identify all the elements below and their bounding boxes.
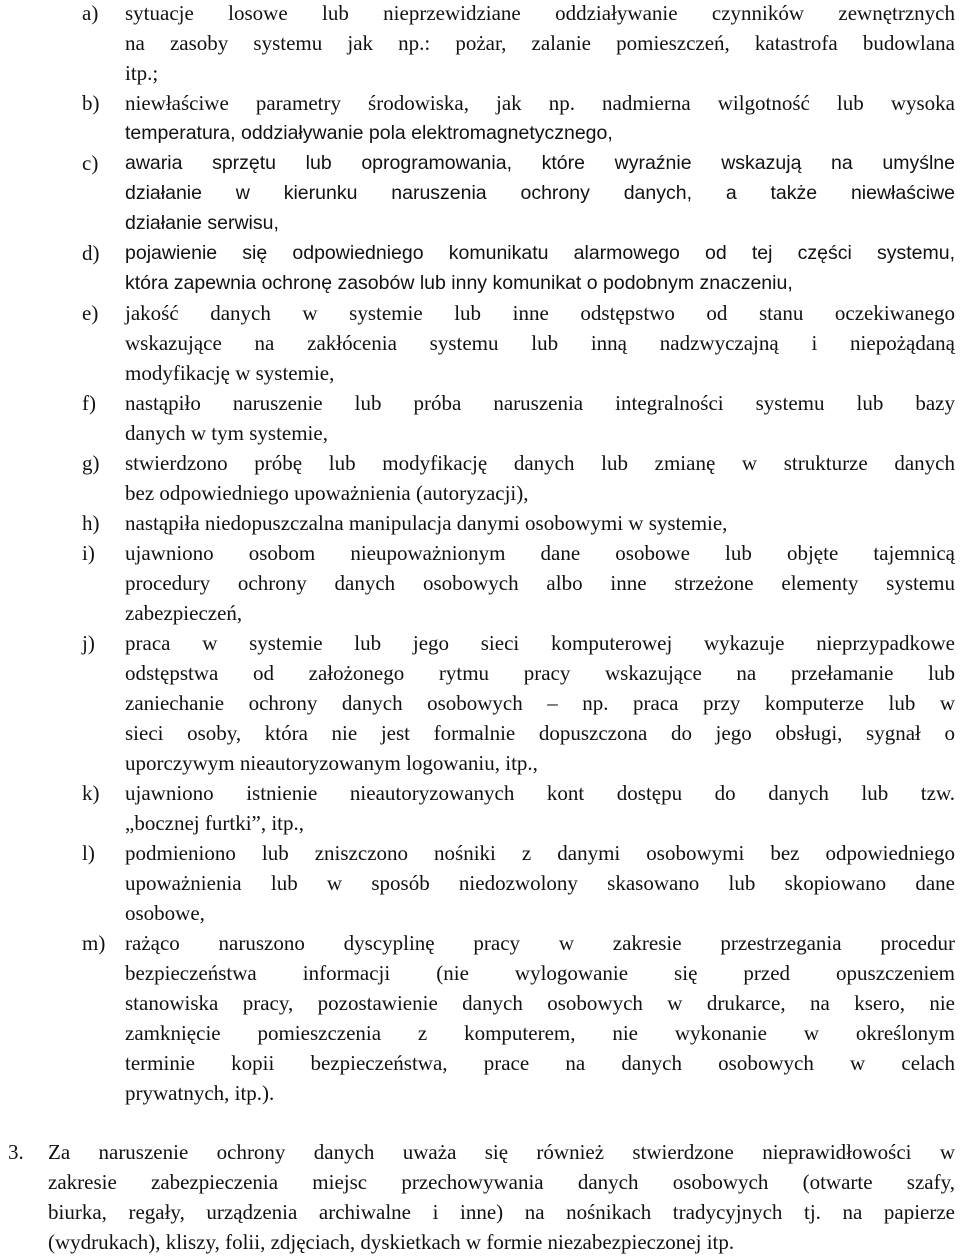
list-item-text (125, 0, 955, 88)
text-line: itp.; (125, 61, 159, 85)
text-line: awaria sprzętu lub oprogramowania, które wyraźnie wskazują na umyślne (125, 152, 955, 174)
list-item-text (125, 508, 955, 538)
list-item-label: i) (82, 541, 95, 565)
list-item-text (125, 88, 955, 148)
text-line: bezpieczeństwa informacji (nie wylogowanie się przed opuszczeniem (125, 961, 955, 985)
text-line: sytuacje losowe lub nieprzewidziane oddziaływanie czynników zewnętrznych (125, 1, 955, 25)
list-item-label: e) (82, 301, 99, 325)
text-line: na zasoby systemu jak np.: pożar, zalanie pomieszczeń, katastrofa budowlana (125, 31, 955, 55)
text-line: zabezpieczeń, (125, 601, 243, 625)
text-line: modyfikację w systemie, (125, 361, 335, 385)
list-item-text (125, 448, 955, 508)
text-line: uporczywym nieautoryzowanym logowaniu, itp., (125, 751, 538, 775)
text-line: pojawienie się odpowiedniego komunikatu alarmowego od tej części systemu, (125, 242, 955, 264)
text-line: odstępstwa od założonego rytmu pracy wskazujące na przełamanie lub (125, 661, 955, 685)
list-item-label: c) (82, 151, 99, 175)
text-line: działanie serwisu, (125, 212, 279, 234)
text-line: upoważnienia lub w sposób niedozwolony skasowano lub skopiowano dane (125, 871, 955, 895)
list-item-text (125, 388, 955, 448)
list-item-label: m) (82, 931, 106, 955)
text-line: temperatura, oddziaływanie pola elektromagnetycznego, (125, 122, 613, 144)
list-item-label: g) (82, 451, 100, 475)
text-line: niewłaściwe parametry środowiska, jak np. nadmierna wilgotność lub wysoka (125, 91, 955, 115)
text-line: biurka, regały, urządzenia archiwalne i inne) na nośnikach tradycyjnych tj. na papierze (48, 1200, 955, 1224)
text-line: terminie kopii bezpieczeństwa, prace na danych osobowych w celach (125, 1051, 955, 1075)
text-line: wskazujące na zakłócenia systemu lub inną nadzwyczajną i niepożądaną (125, 331, 955, 355)
list-item-text (125, 298, 955, 388)
text-line: praca w systemie lub jego sieci komputerowej wykazuje nieprzypadkowe (125, 631, 955, 655)
text-line: nastąpiła niedopuszczalna manipulacja danymi osobowymi w systemie, (125, 511, 728, 535)
list-item-label: k) (82, 781, 100, 805)
list-item-label: d) (82, 241, 100, 265)
point-number: 3. (8, 1140, 24, 1164)
list-item-label: h) (82, 511, 100, 535)
text-line: procedury ochrony danych osobowych albo inne strzeżone elementy systemu (125, 571, 955, 595)
point-text (48, 1137, 955, 1257)
text-line: zakresie zabezpieczenia miejsc przechowywania danych osobowych (otwarte szafy, (48, 1170, 955, 1194)
text-line: rażąco naruszono dyscyplinę pracy w zakresie przestrzegania procedur (125, 931, 955, 955)
list-item-text (125, 838, 955, 928)
list-item-label: b) (82, 91, 100, 115)
text-line: jakość danych w systemie lub inne odstępstwo od stanu oczekiwanego (125, 301, 955, 325)
list-item-label: a) (82, 1, 99, 25)
text-line: ujawniono osobom nieupoważnionym dane osobowe lub objęte tajemnicą (125, 541, 955, 565)
text-line: zamknięcie pomieszczenia z komputerem, nie wykonanie w określonym (125, 1021, 955, 1045)
text-line: „bocznej furtki”, itp., (125, 811, 305, 835)
text-line: bez odpowiedniego upoważnienia (autoryzacji), (125, 481, 529, 505)
list-item-label: f) (82, 391, 96, 415)
text-line: Za naruszenie ochrony danych uważa się również stwierdzone nieprawidłowości w (48, 1140, 955, 1164)
list-item-text (125, 778, 955, 838)
text-line: sieci osoby, która nie jest formalnie dopuszczona do jego obsługi, sygnał o (125, 721, 955, 745)
text-line: zaniechanie ochrony danych osobowych – np. praca przy komputerze lub w (125, 691, 955, 715)
list-item-text (125, 928, 955, 1108)
text-line: działanie w kierunku naruszenia ochrony danych, a także niewłaściwe (125, 182, 955, 204)
text-line: stwierdzono próbę lub modyfikację danych lub zmianę w strukturze danych (125, 451, 955, 475)
list-item-label: l) (82, 841, 95, 865)
text-line: która zapewnia ochronę zasobów lub inny komunikat o podobnym znaczeniu, (125, 272, 793, 294)
text-line: stanowiska pracy, pozostawienie danych osobowych w drukarce, na ksero, nie (125, 991, 955, 1015)
text-line: podmieniono lub zniszczono nośniki z danymi osobowymi bez odpowiedniego (125, 841, 955, 865)
list-item-text (125, 238, 955, 298)
text-line: ujawniono istnienie nieautoryzowanych kont dostępu do danych lub tzw. (125, 781, 955, 805)
text-line: (wydrukach), kliszy, folii, zdjęciach, dyskietkach w formie niezabezpieczonej itp. (48, 1230, 735, 1254)
text-line: danych w tym systemie, (125, 421, 328, 445)
list-item-text (125, 538, 955, 628)
list-item-text (125, 148, 955, 238)
text-line: nastąpiło naruszenie lub próba naruszenia integralności systemu lub bazy (125, 391, 955, 415)
text-line: osobowe, (125, 901, 205, 925)
text-line: prywatnych, itp.). (125, 1081, 275, 1105)
list-item-label: j) (82, 631, 95, 655)
list-item-text (125, 628, 955, 778)
